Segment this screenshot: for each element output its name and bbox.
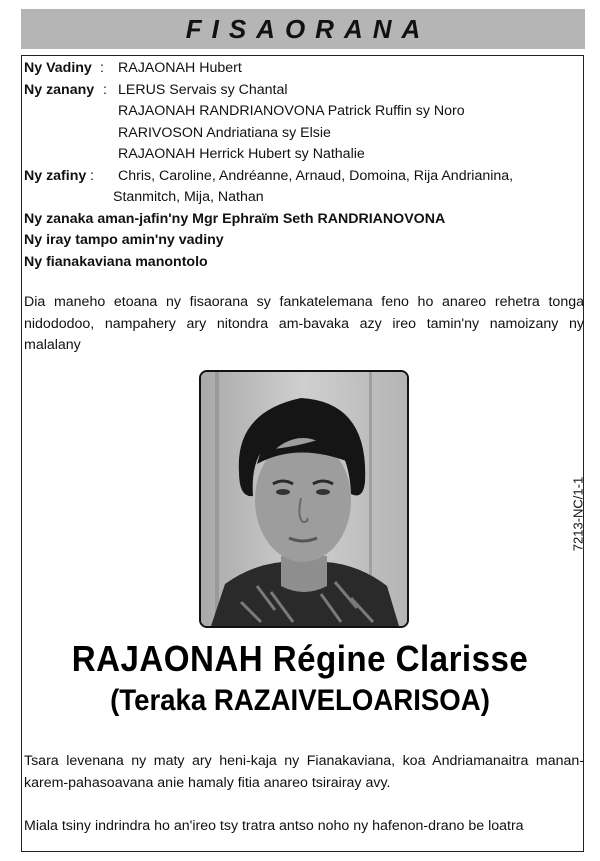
intro-text: Dia maneho etoana ny fisaorana sy fankatelemana feno ho anareo rehetra tonga nidododoo, nampahery ary nitondra am-bavaka azy ireo tamin'ny namoizany ny malalany	[24, 294, 584, 353]
reference-code: 7213-NC/1-1	[570, 476, 586, 552]
father-label: Ny Vadiny	[24, 60, 92, 76]
family-list	[24, 58, 514, 273]
children-label: Ny zanany	[24, 81, 95, 98]
grandchildren-line2: Stanmitch, Mija, Nathan	[113, 189, 264, 205]
child-entry: LERUS Servais sy Chantal	[118, 81, 288, 98]
grandchildren-row	[24, 187, 445, 209]
children-row	[24, 101, 465, 123]
extra-line: Ny fianakaviana manontolo	[24, 253, 208, 270]
portrait-icon	[201, 372, 407, 626]
father-value: RAJAONAH Hubert	[118, 60, 242, 76]
extra-line: Ny zanaka aman-jafin'ny Mgr Ephraïm Seth RANDRIANOVONA	[24, 210, 446, 227]
grandchildren-row	[24, 166, 514, 188]
father-row	[24, 58, 445, 80]
portrait-photo	[199, 370, 409, 628]
father-sep: :	[100, 60, 104, 76]
extra-line: Ny iray tampo amin'ny vadiny	[24, 232, 224, 248]
closing-text: Tsara levenana ny maty ary heni-kaja ny Fianakaviana, koa Andriamanaitra manan-karem-pahasoavana anie hamaly fitia anareo tsirairay avy.	[24, 753, 584, 791]
deceased-name: RAJAONAH Régine Clarisse	[71, 638, 529, 679]
children-row	[24, 80, 445, 102]
child-entry: RAJAONAH Herrick Hubert sy Nathalie	[118, 146, 365, 162]
final-text: Miala tsiny indrindra ho an'ireo tsy tratra antso noho ny hafenon-drano be loatra	[24, 818, 524, 834]
children-row	[24, 144, 445, 166]
grandchildren-label: Ny zafiny	[24, 167, 87, 184]
grandchildren-sep: :	[90, 167, 94, 184]
child-entry: RAJAONAH RANDRIANOVONA Patrick Ruffin sy Noro	[118, 103, 465, 119]
child-entry: RARIVOSON Andriatiana sy Elsie	[118, 124, 331, 141]
grandchildren-line1: Chris, Caroline, Andréanne, Arnaud, Domoina, Rija Andrianina,	[118, 167, 514, 184]
header-bar	[21, 9, 585, 49]
deceased-maiden-name: (Teraka RAZAIVELOARISOA)	[110, 684, 490, 717]
children-row	[24, 123, 445, 145]
header-title: FISAORANA	[185, 13, 431, 44]
children-sep: :	[103, 81, 107, 98]
